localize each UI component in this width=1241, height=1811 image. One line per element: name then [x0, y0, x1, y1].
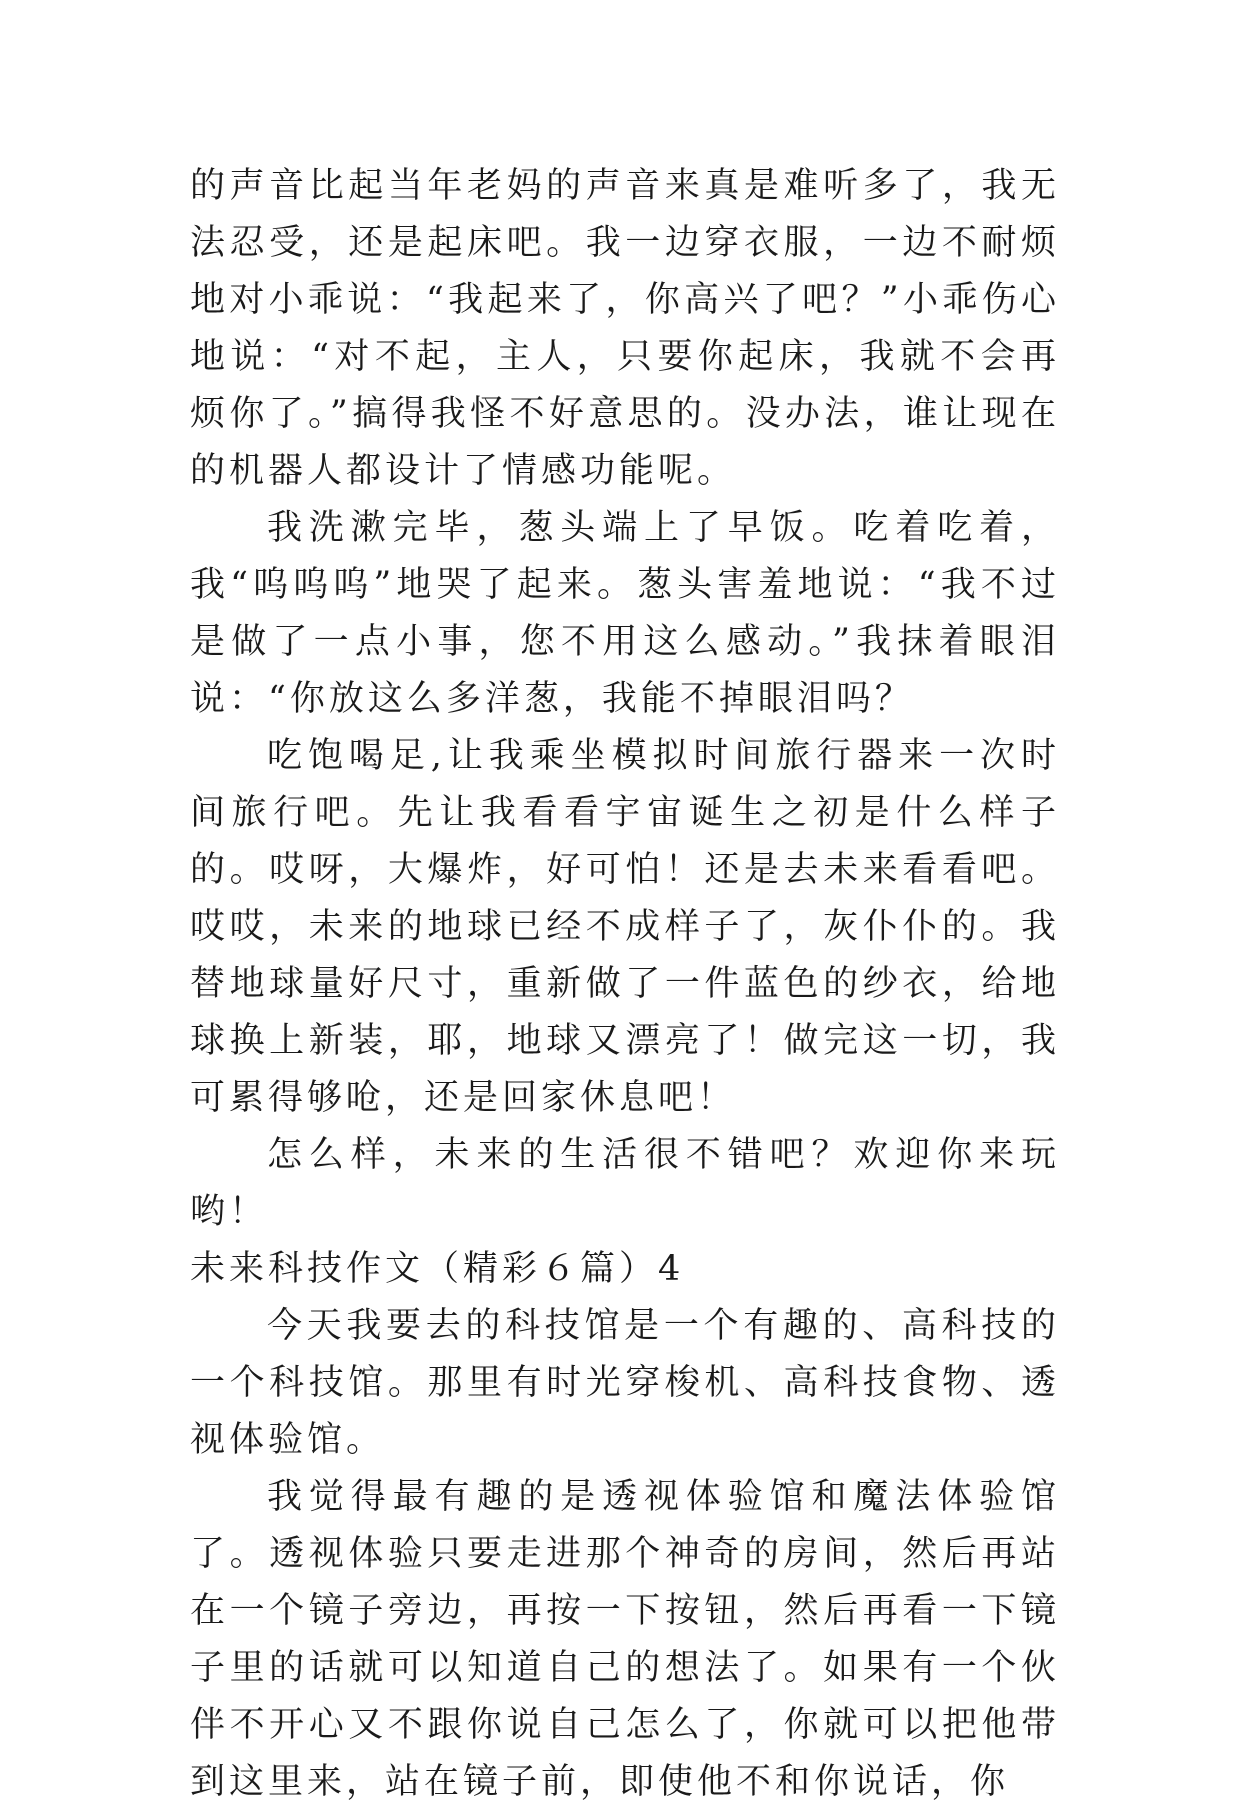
paragraph-perspective-hall: 我觉得最有趣的是透视体验馆和魔法体验馆了。透视体验只要走进那个神奇的房间，然后再站在一个镜子旁边，再按一下按钮，然后再看一下镜子里的话就可以知道自己的想法了。如果有一个伙伴不开心又不跟你说自己怎么了，你就可以把他带到这里来，站在镜子前，即使他不和你说话，你	[190, 1477, 1060, 1802]
paragraph-closing-invite: 怎么样，未来的生活很不错吧？欢迎你来玩哟！	[190, 1135, 1060, 1232]
essay-section-heading: 未来科技作文（精彩６篇）4	[190, 1249, 685, 1289]
paragraph-time-travel: 吃饱喝足,让我乘坐模拟时间旅行器来一次时间旅行吧。先让我看看宇宙诞生之初是什么样子的。哎呀，大爆炸，好可怕！还是去未来看看吧。哎哎，未来的地球已经不成样子了，灰仆仆的。我替地球量好尺寸，重新做了一件蓝色的纱衣，给地球换上新装，耶，地球又漂亮了！做完这一切，我可累得够呛，还是回家休息吧！	[190, 736, 1060, 1118]
paragraph-continued-alarm: 的声音比起当年老妈的声音来真是难听多了，我无法忍受，还是起床吧。我一边穿衣服，一边不耐烦地对小乖说：“我起来了，你高兴了吧？”小乖伤心地说：“对不起，主人，只要你起床，我就不会再烦你了。”搞得我怪不好意思的。没办法，谁让现在的机器人都设计了情感功能呢。	[190, 166, 1060, 491]
document-body	[190, 158, 1060, 1811]
paragraph-science-museum-intro: 今天我要去的科技馆是一个有趣的、高科技的一个科技馆。那里有时光穿梭机、高科技食物、透视体验馆。	[190, 1306, 1060, 1460]
paragraph-breakfast-onions: 我洗漱完毕，葱头端上了早饭。吃着吃着，我“呜呜呜”地哭了起来。葱头害羞地说：“我不过是做了一点小事，您不用这么感动。”我抹着眼泪说：“你放这么多洋葱，我能不掉眼泪吗？	[190, 508, 1060, 719]
